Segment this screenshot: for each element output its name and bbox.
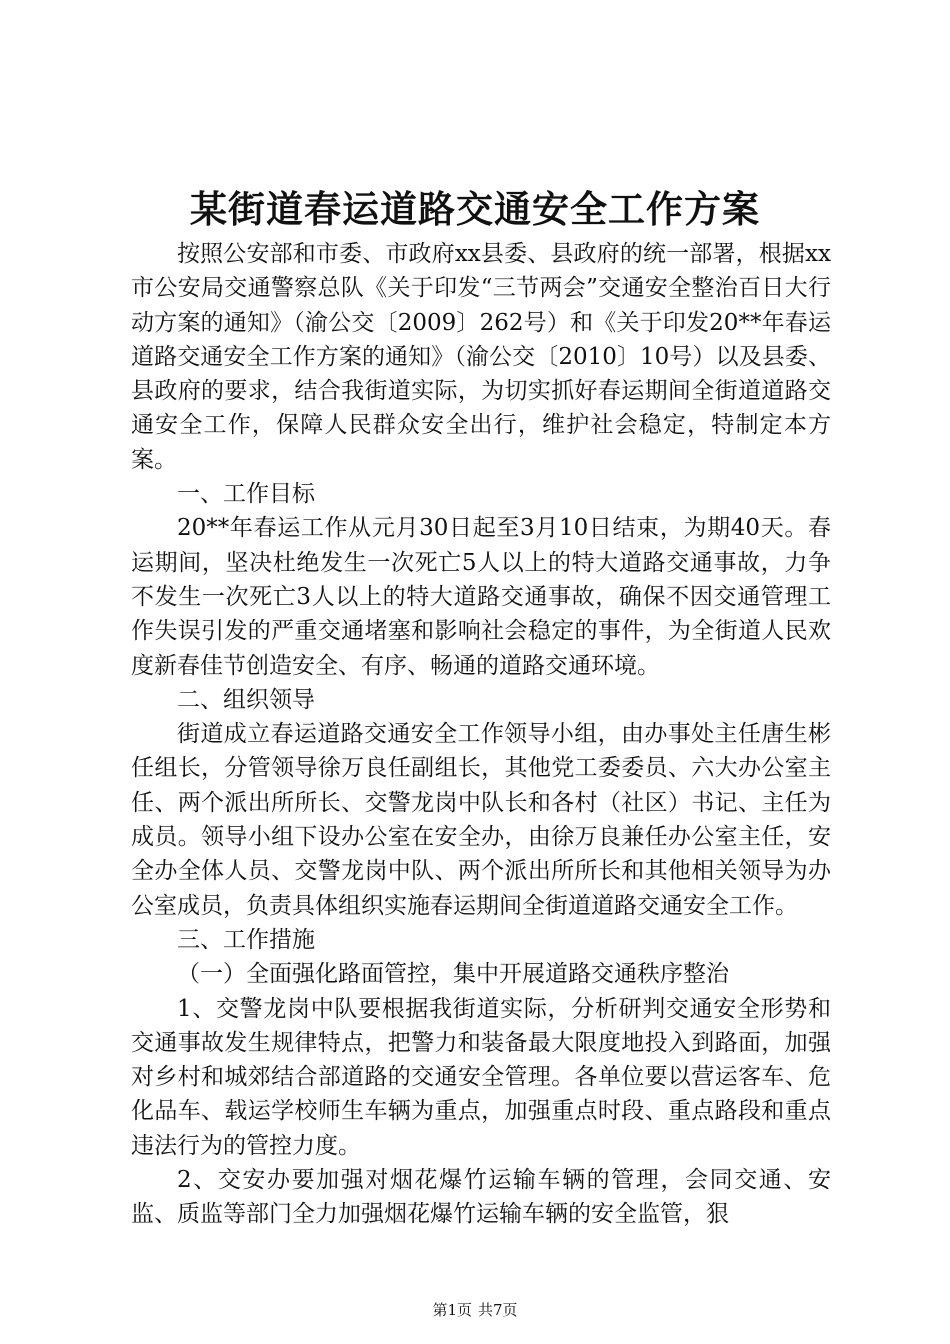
document-title: 某街道春运道路交通安全工作方案 [190,187,760,231]
paragraph-measure-1: 1、交警龙岗中队要根据我街道实际，分析研判交通安全形势和交通事故发生规律特点，把警力和装备最大限度地投入到路面，加强对乡村和城郊结合部道路的交通安全管理。各单位要以营运客车、危化品车、载运学校师生车辆为重点，加强重点时段、重点路段和重点违法行为的管控力度。 [131,995,831,1159]
paragraph-goals: 20**年春运工作从元月30日起至3月10日结束，为期40天。春运期间，坚决杜绝发生一次死亡5人以上的特大道路交通事故，力争不发生一次死亡3人以上的特大道路交通事故，确保不因交通管理工作失误引发的严重交通堵塞和影响社会稳定的事件，为全街道人民欢度新春佳节创造安全、有序、畅通的道路交通环境。 [131,515,831,679]
document-body [131,237,831,1232]
page-footer [0,1300,950,1320]
section-heading-goals: 一、工作目标 [177,481,315,508]
section-heading-measures: 三、工作措施 [177,926,315,953]
page-number: 第1页 [432,1301,472,1319]
paragraph-leadership: 街道成立春运道路交通安全工作领导小组，由办事处主任唐生彬任组长，分管领导徐万良任副组长，其他党工委委员、六大办公室主任、两个派出所所长、交警龙岗中队长和各村（社区）书记、主任为成员。领导小组下设办公室在安全办，由徐万良兼任办公室主任，安全办全体人员、交警龙岗中队、两个派出所所长和其他相关领导为办公室成员，负责具体组织实施春运期间全街道道路交通安全工作。 [131,721,831,919]
page-total: 共7页 [478,1301,518,1319]
subsection-heading-1: （一）全面强化路面管控，集中开展道路交通秩序整治 [177,961,729,988]
paragraph-intro: 按照公安部和市委、市政府xx县委、县政府的统一部署，根据xx市公安局交通警察总队《关于印发“三节两会”交通安全整治百日大行动方案的通知》（渝公交〔2009〕262号）和《关于印发20**年春运道路交通安全工作方案的通知》（渝公交〔2010〕10号）以及县委、县政府的要求，结合我街道实际，为切实抓好春运期间全街道道路交通安全工作，保障人民群众安全出行，维护社会稳定，特制定本方案。 [131,241,831,473]
paragraph-measure-2: 2、交安办要加强对烟花爆竹运输车辆的管理，会同交通、安监、质监等部门全力加强烟花爆竹运输车辆的安全监管，狠 [131,1167,831,1228]
section-heading-leadership: 二、组织领导 [177,686,315,713]
